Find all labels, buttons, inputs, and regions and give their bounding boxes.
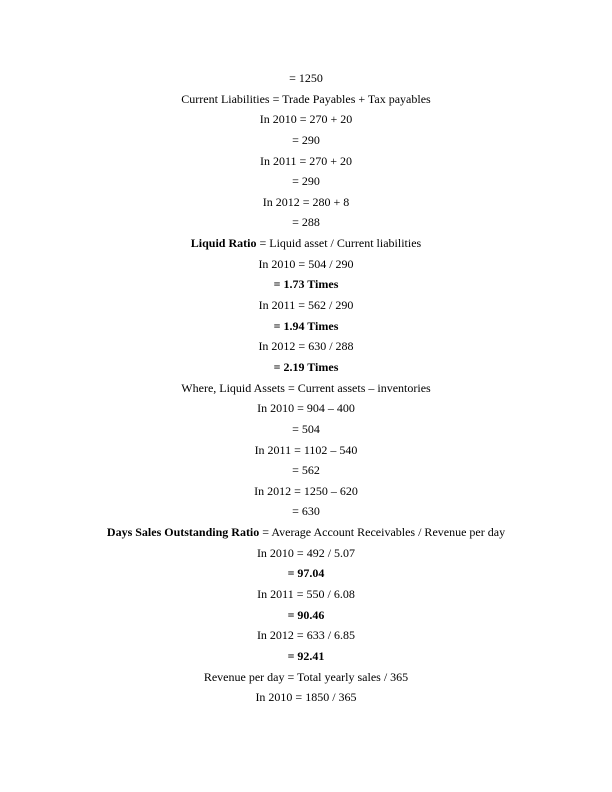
line-la-2010-result: [0, 419, 612, 440]
line-la-2012-result: [0, 501, 612, 522]
line-text: In 2010 = 504 / 290: [258, 256, 354, 271]
bold-result: = 2.19 Times: [273, 359, 339, 374]
line-text: In 2012 = 633 / 6.85: [256, 628, 356, 643]
line-text: = 562: [292, 463, 320, 478]
line-liquid-ratio-formula: [0, 233, 612, 254]
line-lr-2011-result: [0, 316, 612, 337]
line-dso-2012-calc: [0, 625, 612, 646]
line-text: In 2012 = 280 + 8: [262, 194, 350, 209]
line-lr-2010-result: [0, 274, 612, 295]
line-la-2010-calc: [0, 398, 612, 419]
line-revenue-per-day-formula: [0, 667, 612, 688]
line-text: Where, Liquid Assets = Current assets – inventories: [181, 380, 431, 395]
line-text: = 290: [292, 132, 320, 147]
line-text: = 290: [292, 174, 320, 189]
line-lr-2012-result: [0, 357, 612, 378]
bold-heading: Days Sales Outstanding Ratio: [106, 525, 260, 540]
bold-result: = 1.94 Times: [273, 318, 339, 333]
line-rpd-2010-calc: [0, 687, 612, 708]
line-cl-2012-calc: [0, 192, 612, 213]
line-la-2012-calc: [0, 481, 612, 502]
line-text: In 2010 = 492 / 5.07: [256, 545, 356, 560]
line-text: = 630: [292, 504, 320, 519]
line-current-liabilities-formula: [0, 89, 612, 110]
line-cl-2011-calc: [0, 151, 612, 172]
line-text: In 2011 = 270 + 20: [259, 153, 353, 168]
line-text: In 2011 = 550 / 6.08: [257, 587, 355, 602]
bold-result: = 90.46: [287, 607, 325, 622]
line-text: = 1250: [289, 71, 323, 85]
line-cl-2010-calc: [0, 109, 612, 130]
line-dso-formula: [0, 522, 612, 543]
line-text: = Average Account Receivables / Revenue per day: [259, 525, 506, 540]
line-lr-2010-calc: [0, 254, 612, 275]
line-text: Revenue per day = Total yearly sales / 365: [203, 669, 409, 684]
line-text: = 504: [292, 421, 320, 436]
bold-result: = 1.73 Times: [273, 277, 339, 292]
line-text: In 2011 = 1102 – 540: [254, 442, 358, 457]
line-la-2011-calc: [0, 440, 612, 461]
line-text: In 2012 = 1250 – 620: [254, 483, 358, 498]
bold-result: = 92.41: [287, 648, 325, 663]
bold-result: = 97.04: [287, 566, 325, 581]
line-cl-2011-result: [0, 171, 612, 192]
line-text: = Liquid asset / Current liabilities: [256, 236, 422, 251]
line-text: In 2010 = 904 – 400: [257, 401, 355, 416]
line-dso-2011-calc: [0, 584, 612, 605]
line-text: = 288: [292, 215, 320, 230]
bold-heading: Liquid Ratio: [190, 236, 257, 251]
line-dso-2012-result: [0, 646, 612, 667]
line-text: In 2011 = 562 / 290: [258, 298, 354, 313]
line-text: In 2010 = 270 + 20: [259, 112, 353, 127]
line-text: Current Liabilities = Trade Payables + Tax payables: [181, 91, 431, 106]
document-page: [0, 68, 612, 708]
line-lr-2011-calc: [0, 295, 612, 316]
line-cl-2012-result: [0, 212, 612, 233]
line-dso-2010-result: [0, 563, 612, 584]
line-total-current-assets-result: [0, 68, 612, 89]
line-lr-2012-calc: [0, 336, 612, 357]
line-dso-2011-result: [0, 605, 612, 626]
line-dso-2010-calc: [0, 543, 612, 564]
line-la-2011-result: [0, 460, 612, 481]
line-text: In 2012 = 630 / 288: [258, 339, 354, 354]
line-text: In 2010 = 1850 / 365: [255, 690, 357, 705]
line-liquid-assets-formula: [0, 378, 612, 399]
line-cl-2010-result: [0, 130, 612, 151]
